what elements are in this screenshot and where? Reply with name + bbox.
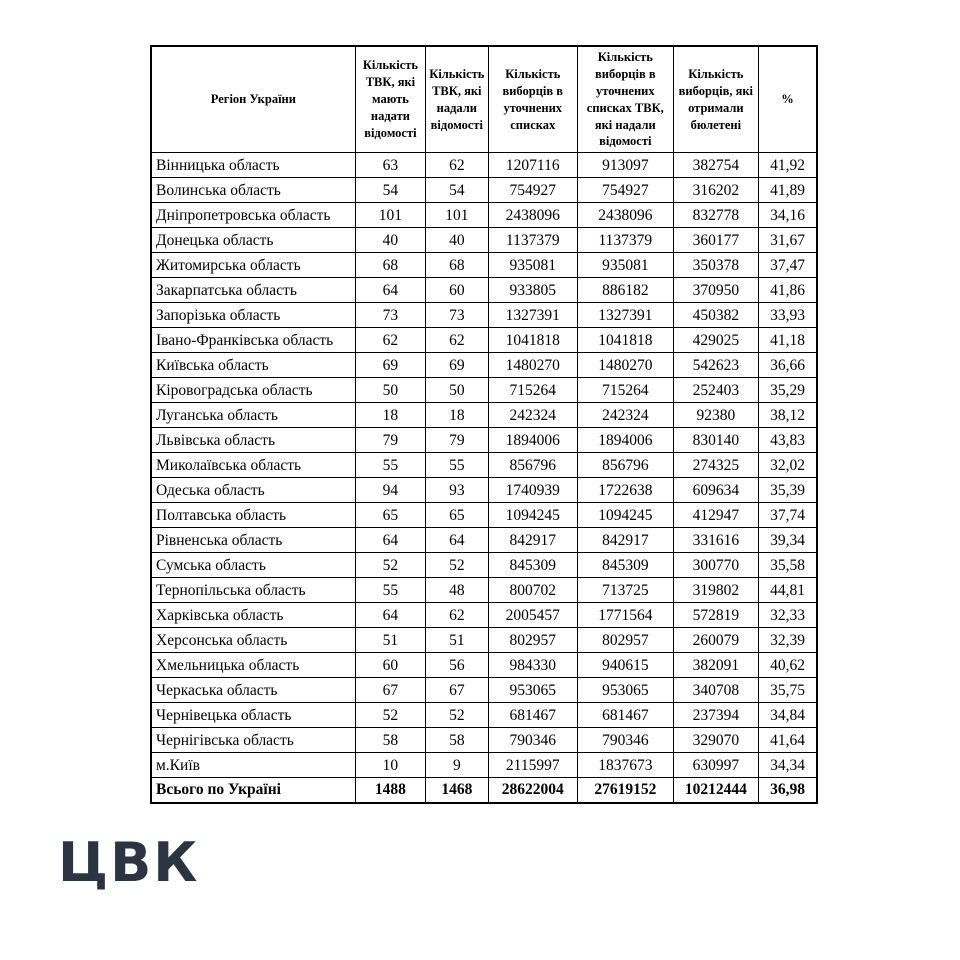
table-row: [151, 578, 817, 603]
table-row: [151, 628, 817, 653]
value-cell: 67: [426, 678, 488, 703]
value-cell: 35,75: [759, 678, 817, 703]
region-cell: Кіровоградська область: [151, 378, 355, 403]
value-cell: 681467: [578, 703, 674, 728]
value-cell: 2438096: [488, 203, 578, 228]
value-cell: 1771564: [578, 603, 674, 628]
region-cell: Рівненська область: [151, 528, 355, 553]
region-cell: Київська область: [151, 353, 355, 378]
value-cell: 33,93: [759, 303, 817, 328]
value-cell: 237394: [673, 703, 759, 728]
value-cell: 715264: [578, 378, 674, 403]
col-header-voters-lists: Кількість виборців в уточнених списках: [488, 46, 578, 153]
value-cell: 50: [426, 378, 488, 403]
value-cell: 10: [355, 753, 425, 778]
cvk-logo: ЦВК: [58, 831, 200, 894]
value-cell: 340708: [673, 678, 759, 703]
value-cell: 55: [355, 453, 425, 478]
value-cell: 79: [355, 428, 425, 453]
value-cell: 832778: [673, 203, 759, 228]
value-cell: 37,74: [759, 503, 817, 528]
value-cell: 38,12: [759, 403, 817, 428]
value-cell: 52: [426, 553, 488, 578]
table-row: [151, 203, 817, 228]
region-cell: Чернівецька область: [151, 703, 355, 728]
value-cell: 64: [355, 603, 425, 628]
table-row: [151, 228, 817, 253]
value-cell: 55: [355, 578, 425, 603]
value-cell: 68: [426, 253, 488, 278]
value-cell: 913097: [578, 153, 674, 178]
value-cell: 43,83: [759, 428, 817, 453]
table-row: [151, 553, 817, 578]
value-cell: 382754: [673, 153, 759, 178]
region-cell: Миколаївська область: [151, 453, 355, 478]
value-cell: 1041818: [578, 328, 674, 353]
table-row: [151, 378, 817, 403]
value-cell: 2115997: [488, 753, 578, 778]
value-cell: 1894006: [488, 428, 578, 453]
value-cell: 1094245: [488, 503, 578, 528]
value-cell: 252403: [673, 378, 759, 403]
value-cell: 50: [355, 378, 425, 403]
value-cell: 41,92: [759, 153, 817, 178]
value-cell: 54: [355, 178, 425, 203]
table-row: [151, 603, 817, 628]
value-cell: 41,18: [759, 328, 817, 353]
value-cell: 842917: [488, 528, 578, 553]
value-cell: 382091: [673, 653, 759, 678]
region-cell: Вінницька область: [151, 153, 355, 178]
value-cell: 10212444: [673, 778, 759, 803]
value-cell: 32,39: [759, 628, 817, 653]
value-cell: 845309: [578, 553, 674, 578]
total-label-cell: Всього по Україні: [151, 778, 355, 803]
value-cell: 58: [426, 728, 488, 753]
header-row: [151, 46, 817, 153]
value-cell: 52: [426, 703, 488, 728]
region-cell: Харківська область: [151, 603, 355, 628]
value-cell: 32,33: [759, 603, 817, 628]
table-row: [151, 403, 817, 428]
value-cell: 754927: [488, 178, 578, 203]
value-cell: 1327391: [488, 303, 578, 328]
value-cell: 1207116: [488, 153, 578, 178]
value-cell: 41,86: [759, 278, 817, 303]
value-cell: 64: [426, 528, 488, 553]
region-cell: Сумська область: [151, 553, 355, 578]
value-cell: 1837673: [578, 753, 674, 778]
col-header-twk-reported: Кількість ТВК, які надали відомості: [426, 46, 488, 153]
value-cell: 790346: [578, 728, 674, 753]
value-cell: 94: [355, 478, 425, 503]
value-cell: 2438096: [578, 203, 674, 228]
value-cell: 609634: [673, 478, 759, 503]
value-cell: 41,64: [759, 728, 817, 753]
value-cell: 953065: [488, 678, 578, 703]
region-cell: Тернопільська область: [151, 578, 355, 603]
value-cell: 69: [426, 353, 488, 378]
value-cell: 35,29: [759, 378, 817, 403]
value-cell: 9: [426, 753, 488, 778]
table-row: [151, 453, 817, 478]
table-row: [151, 703, 817, 728]
region-cell: Черкаська область: [151, 678, 355, 703]
table-row: [151, 753, 817, 778]
value-cell: 69: [355, 353, 425, 378]
region-cell: м.Київ: [151, 753, 355, 778]
region-cell: Чернігівська область: [151, 728, 355, 753]
value-cell: 754927: [578, 178, 674, 203]
value-cell: 40,62: [759, 653, 817, 678]
value-cell: 60: [355, 653, 425, 678]
value-cell: 242324: [488, 403, 578, 428]
value-cell: 1722638: [578, 478, 674, 503]
value-cell: 67: [355, 678, 425, 703]
value-cell: 40: [426, 228, 488, 253]
election-turnout-table: [150, 45, 818, 804]
value-cell: 630997: [673, 753, 759, 778]
value-cell: 62: [426, 328, 488, 353]
region-cell: Волинська область: [151, 178, 355, 203]
value-cell: 1480270: [578, 353, 674, 378]
value-cell: 790346: [488, 728, 578, 753]
value-cell: 62: [355, 328, 425, 353]
table-row: [151, 253, 817, 278]
value-cell: 62: [426, 603, 488, 628]
value-cell: 935081: [578, 253, 674, 278]
value-cell: 429025: [673, 328, 759, 353]
value-cell: 56: [426, 653, 488, 678]
value-cell: 856796: [488, 453, 578, 478]
table-row: [151, 328, 817, 353]
value-cell: 44,81: [759, 578, 817, 603]
value-cell: 64: [355, 528, 425, 553]
value-cell: 1094245: [578, 503, 674, 528]
value-cell: 842917: [578, 528, 674, 553]
col-header-region: Регіон України: [151, 46, 355, 153]
value-cell: 1137379: [578, 228, 674, 253]
value-cell: 92380: [673, 403, 759, 428]
col-header-voters-ballots: Кількість виборців, які отримали бюлетені: [673, 46, 759, 153]
value-cell: 713725: [578, 578, 674, 603]
value-cell: 412947: [673, 503, 759, 528]
value-cell: 62: [426, 153, 488, 178]
table-row: [151, 353, 817, 378]
value-cell: 68: [355, 253, 425, 278]
table-row: [151, 303, 817, 328]
value-cell: 331616: [673, 528, 759, 553]
region-cell: Одеська область: [151, 478, 355, 503]
report-table-container: [150, 45, 818, 804]
region-cell: Львівська область: [151, 428, 355, 453]
value-cell: 52: [355, 703, 425, 728]
value-cell: 572819: [673, 603, 759, 628]
col-header-twk-due: Кількість ТВК, які мають надати відомості: [355, 46, 425, 153]
table-row: [151, 428, 817, 453]
region-cell: Запорізька область: [151, 303, 355, 328]
value-cell: 93: [426, 478, 488, 503]
value-cell: 830140: [673, 428, 759, 453]
value-cell: 51: [426, 628, 488, 653]
value-cell: 1137379: [488, 228, 578, 253]
value-cell: 63: [355, 153, 425, 178]
value-cell: 1327391: [578, 303, 674, 328]
value-cell: 953065: [578, 678, 674, 703]
value-cell: 27619152: [578, 778, 674, 803]
value-cell: 64: [355, 278, 425, 303]
table-row: [151, 678, 817, 703]
region-cell: Дніпропетровська область: [151, 203, 355, 228]
value-cell: 1480270: [488, 353, 578, 378]
value-cell: 940615: [578, 653, 674, 678]
value-cell: 65: [426, 503, 488, 528]
value-cell: 260079: [673, 628, 759, 653]
region-cell: Луганська область: [151, 403, 355, 428]
value-cell: 36,66: [759, 353, 817, 378]
value-cell: 79: [426, 428, 488, 453]
table-row: [151, 153, 817, 178]
value-cell: 1740939: [488, 478, 578, 503]
value-cell: 319802: [673, 578, 759, 603]
value-cell: 2005457: [488, 603, 578, 628]
value-cell: 34,34: [759, 753, 817, 778]
value-cell: 300770: [673, 553, 759, 578]
value-cell: 36,98: [759, 778, 817, 803]
table-row: [151, 728, 817, 753]
region-cell: Хмельницька область: [151, 653, 355, 678]
value-cell: 35,39: [759, 478, 817, 503]
value-cell: 802957: [578, 628, 674, 653]
value-cell: 984330: [488, 653, 578, 678]
table-row: [151, 278, 817, 303]
table-row: [151, 503, 817, 528]
value-cell: 101: [426, 203, 488, 228]
value-cell: 450382: [673, 303, 759, 328]
value-cell: 34,16: [759, 203, 817, 228]
value-cell: 73: [426, 303, 488, 328]
col-header-percent: %: [759, 46, 817, 153]
region-cell: Закарпатська область: [151, 278, 355, 303]
value-cell: 28622004: [488, 778, 578, 803]
value-cell: 316202: [673, 178, 759, 203]
value-cell: 51: [355, 628, 425, 653]
table-row: [151, 528, 817, 553]
region-cell: Херсонська область: [151, 628, 355, 653]
value-cell: 73: [355, 303, 425, 328]
value-cell: 360177: [673, 228, 759, 253]
value-cell: 1488: [355, 778, 425, 803]
value-cell: 329070: [673, 728, 759, 753]
value-cell: 34,84: [759, 703, 817, 728]
value-cell: 37,47: [759, 253, 817, 278]
value-cell: 32,02: [759, 453, 817, 478]
value-cell: 55: [426, 453, 488, 478]
value-cell: 1041818: [488, 328, 578, 353]
region-cell: Житомирська область: [151, 253, 355, 278]
region-cell: Полтавська область: [151, 503, 355, 528]
value-cell: 800702: [488, 578, 578, 603]
value-cell: 1468: [426, 778, 488, 803]
value-cell: 802957: [488, 628, 578, 653]
value-cell: 54: [426, 178, 488, 203]
value-cell: 18: [426, 403, 488, 428]
value-cell: 31,67: [759, 228, 817, 253]
value-cell: 933805: [488, 278, 578, 303]
value-cell: 935081: [488, 253, 578, 278]
value-cell: 542623: [673, 353, 759, 378]
value-cell: 52: [355, 553, 425, 578]
col-header-voters-lists-reported: Кількість виборців в уточнених списках ТВК, які надали відомості: [578, 46, 674, 153]
value-cell: 681467: [488, 703, 578, 728]
value-cell: 274325: [673, 453, 759, 478]
value-cell: 18: [355, 403, 425, 428]
value-cell: 39,34: [759, 528, 817, 553]
table-row: [151, 478, 817, 503]
value-cell: 370950: [673, 278, 759, 303]
value-cell: 101: [355, 203, 425, 228]
value-cell: 845309: [488, 553, 578, 578]
table-row: [151, 653, 817, 678]
region-cell: Івано-Франківська область: [151, 328, 355, 353]
value-cell: 715264: [488, 378, 578, 403]
value-cell: 350378: [673, 253, 759, 278]
region-cell: Донецька область: [151, 228, 355, 253]
value-cell: 35,58: [759, 553, 817, 578]
value-cell: 65: [355, 503, 425, 528]
value-cell: 856796: [578, 453, 674, 478]
total-row: [151, 778, 817, 803]
value-cell: 242324: [578, 403, 674, 428]
table-row: [151, 178, 817, 203]
value-cell: 48: [426, 578, 488, 603]
value-cell: 1894006: [578, 428, 674, 453]
value-cell: 41,89: [759, 178, 817, 203]
value-cell: 40: [355, 228, 425, 253]
value-cell: 60: [426, 278, 488, 303]
value-cell: 58: [355, 728, 425, 753]
value-cell: 886182: [578, 278, 674, 303]
